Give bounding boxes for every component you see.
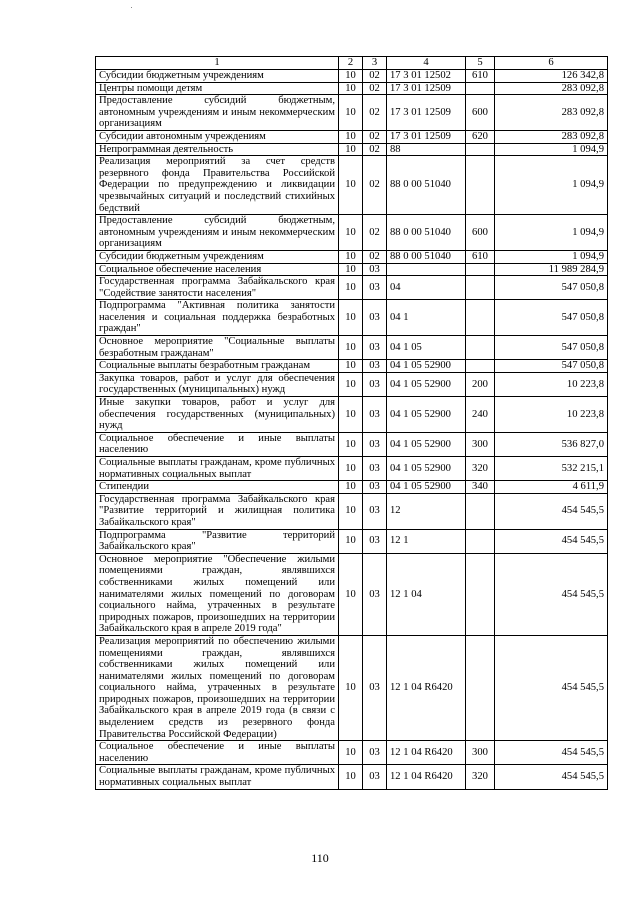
row-amount: 1 094,9 (495, 143, 608, 156)
row-target-article: 04 1 05 52900 (387, 397, 466, 433)
row-section: 10 (339, 397, 363, 433)
row-section: 10 (339, 529, 363, 553)
row-amount: 454 545,5 (495, 493, 608, 529)
row-subsection: 03 (363, 741, 387, 765)
table-row (96, 372, 608, 396)
table-row (96, 765, 608, 789)
row-name: Социальное обеспечение и иные выплаты населению (96, 432, 339, 456)
row-section: 10 (339, 765, 363, 789)
row-expense-type (466, 263, 495, 276)
row-amount: 547 050,8 (495, 276, 608, 300)
header-col-section: 2 (339, 57, 363, 70)
row-target-article: 12 1 (387, 529, 466, 553)
row-target-article: 12 1 04 R6420 (387, 741, 466, 765)
table-row (96, 82, 608, 95)
table-row (96, 481, 608, 494)
row-name: Социальные выплаты безработным гражданам (96, 360, 339, 373)
row-name: Государственная программа Забайкальского края "Содействие занятости населения" (96, 276, 339, 300)
row-target-article: 12 1 04 (387, 553, 466, 635)
scan-speck (131, 7, 132, 8)
row-expense-type: 600 (466, 215, 495, 251)
row-target-article: 04 1 (387, 300, 466, 336)
row-expense-type: 240 (466, 397, 495, 433)
row-target-article: 17 3 01 12502 (387, 70, 466, 83)
table-header-row (96, 57, 608, 70)
row-subsection: 02 (363, 82, 387, 95)
table-row (96, 529, 608, 553)
row-subsection: 02 (363, 95, 387, 131)
header-col-name: 1 (96, 57, 339, 70)
row-amount: 283 092,8 (495, 95, 608, 131)
table-row (96, 553, 608, 635)
page-number: 110 (311, 851, 329, 865)
row-name: Закупка товаров, работ и услуг для обеспечения государственных (муниципальных) нужд (96, 372, 339, 396)
table-row (96, 263, 608, 276)
row-subsection: 03 (363, 553, 387, 635)
row-expense-type: 610 (466, 250, 495, 263)
row-expense-type: 300 (466, 432, 495, 456)
row-expense-type (466, 336, 495, 360)
row-subsection: 03 (363, 372, 387, 396)
row-subsection: 03 (363, 397, 387, 433)
row-target-article: 17 3 01 12509 (387, 82, 466, 95)
row-expense-type (466, 143, 495, 156)
row-amount: 4 611,9 (495, 481, 608, 494)
row-subsection: 03 (363, 493, 387, 529)
row-name: Социальные выплаты гражданам, кроме публичных нормативных социальных выплат (96, 765, 339, 789)
row-amount: 1 094,9 (495, 215, 608, 251)
row-subsection: 03 (363, 432, 387, 456)
row-amount: 547 050,8 (495, 336, 608, 360)
row-section: 10 (339, 432, 363, 456)
row-section: 10 (339, 553, 363, 635)
row-section: 10 (339, 493, 363, 529)
row-section: 10 (339, 336, 363, 360)
row-expense-type (466, 276, 495, 300)
row-subsection: 03 (363, 360, 387, 373)
row-amount: 454 545,5 (495, 741, 608, 765)
row-subsection: 03 (363, 300, 387, 336)
row-section: 10 (339, 372, 363, 396)
table-row (96, 215, 608, 251)
row-section: 10 (339, 360, 363, 373)
row-section: 10 (339, 276, 363, 300)
table-row (96, 360, 608, 373)
table-row (96, 300, 608, 336)
row-target-article: 04 1 05 52900 (387, 360, 466, 373)
row-expense-type: 340 (466, 481, 495, 494)
row-amount: 1 094,9 (495, 250, 608, 263)
row-name: Непрограммная деятельность (96, 143, 339, 156)
row-amount: 283 092,8 (495, 130, 608, 143)
row-subsection: 03 (363, 765, 387, 789)
table-row (96, 457, 608, 481)
row-expense-type: 320 (466, 765, 495, 789)
row-section: 10 (339, 457, 363, 481)
table-body (96, 70, 608, 790)
row-name: Основное мероприятие "Обеспечение жилыми помещениями граждан, являвшихся собственниками жилых помещений или нанимателями жилых помещений по договорам социального найма, утраченных в результате природных пожаров, произошедших на территории Забайкальского края в апреле 2019 года" (96, 553, 339, 635)
row-subsection: 03 (363, 457, 387, 481)
row-subsection: 02 (363, 156, 387, 215)
row-subsection: 02 (363, 143, 387, 156)
row-amount: 126 342,8 (495, 70, 608, 83)
row-amount: 11 989 284,9 (495, 263, 608, 276)
header-col-expense-type: 5 (466, 57, 495, 70)
row-subsection: 02 (363, 215, 387, 251)
row-name: Иные закупки товаров, работ и услуг для обеспечения государственных (муниципальных) нужд (96, 397, 339, 433)
row-amount: 547 050,8 (495, 360, 608, 373)
row-name: Предоставление субсидий бюджетным, автономным учреждениям и иным некоммерческим организациям (96, 215, 339, 251)
row-amount: 10 223,8 (495, 397, 608, 433)
row-target-article (387, 263, 466, 276)
row-expense-type (466, 529, 495, 553)
row-section: 10 (339, 70, 363, 83)
row-name: Реализация мероприятий по обеспечению жилыми помещениями граждан, являвшихся собственниками жилых помещений или нанимателями жилых помещений по договорам социального найма, утраченных в результате природных пожаров, произошедших на территории Забайкальского края в апреле 2019 года (в связи с выделением средств из резервного фонда Правительства Российской Федерации) (96, 635, 339, 740)
row-amount: 283 092,8 (495, 82, 608, 95)
table-row (96, 493, 608, 529)
row-target-article: 04 1 05 52900 (387, 481, 466, 494)
row-name: Центры помощи детям (96, 82, 339, 95)
row-target-article: 04 (387, 276, 466, 300)
row-section: 10 (339, 263, 363, 276)
row-target-article: 88 0 00 51040 (387, 156, 466, 215)
row-expense-type: 320 (466, 457, 495, 481)
row-name: Социальное обеспечение населения (96, 263, 339, 276)
row-amount: 454 545,5 (495, 529, 608, 553)
row-section: 10 (339, 741, 363, 765)
budget-table (95, 56, 608, 790)
row-name: Стипендии (96, 481, 339, 494)
row-section: 10 (339, 481, 363, 494)
row-name: Социальные выплаты гражданам, кроме публичных нормативных социальных выплат (96, 457, 339, 481)
row-target-article: 88 (387, 143, 466, 156)
row-section: 10 (339, 130, 363, 143)
row-amount: 454 545,5 (495, 553, 608, 635)
row-section: 10 (339, 143, 363, 156)
row-section: 10 (339, 250, 363, 263)
row-name: Субсидии бюджетным учреждениям (96, 70, 339, 83)
table-row (96, 70, 608, 83)
row-subsection: 03 (363, 336, 387, 360)
row-subsection: 03 (363, 529, 387, 553)
row-subsection: 02 (363, 130, 387, 143)
row-name: Подпрограмма "Развитие территорий Забайкальского края" (96, 529, 339, 553)
row-target-article: 12 1 04 R6420 (387, 635, 466, 740)
row-section: 10 (339, 156, 363, 215)
row-name: Реализация мероприятий за счет средств резервного фонда Правительства Российской Федерации по предупреждению и ликвидации чрезвычайных ситуаций и последствий стихийных бедствий (96, 156, 339, 215)
row-amount: 547 050,8 (495, 300, 608, 336)
row-expense-type: 300 (466, 741, 495, 765)
row-amount: 536 827,0 (495, 432, 608, 456)
table-row (96, 130, 608, 143)
table-row (96, 741, 608, 765)
row-target-article: 04 1 05 52900 (387, 372, 466, 396)
table-row (96, 143, 608, 156)
row-expense-type: 610 (466, 70, 495, 83)
row-target-article: 17 3 01 12509 (387, 130, 466, 143)
row-subsection: 03 (363, 263, 387, 276)
row-target-article: 04 1 05 52900 (387, 457, 466, 481)
row-expense-type: 200 (466, 372, 495, 396)
table-row (96, 432, 608, 456)
row-section: 10 (339, 300, 363, 336)
row-name: Социальное обеспечение и иные выплаты населению (96, 741, 339, 765)
row-expense-type (466, 360, 495, 373)
row-expense-type: 620 (466, 130, 495, 143)
row-expense-type (466, 493, 495, 529)
row-section: 10 (339, 215, 363, 251)
table-row (96, 635, 608, 740)
header-col-amount: 6 (495, 57, 608, 70)
row-name: Субсидии автономным учреждениям (96, 130, 339, 143)
row-amount: 454 545,5 (495, 635, 608, 740)
row-expense-type (466, 635, 495, 740)
row-expense-type (466, 553, 495, 635)
row-name: Подпрограмма "Активная политика занятости населения и социальная поддержка безработных граждан" (96, 300, 339, 336)
row-target-article: 12 1 04 R6420 (387, 765, 466, 789)
row-section: 10 (339, 95, 363, 131)
table-row (96, 336, 608, 360)
row-name: Субсидии бюджетным учреждениям (96, 250, 339, 263)
row-subsection: 03 (363, 276, 387, 300)
row-target-article: 12 (387, 493, 466, 529)
header-col-subsection: 3 (363, 57, 387, 70)
table-row (96, 250, 608, 263)
row-section: 10 (339, 82, 363, 95)
row-amount: 454 545,5 (495, 765, 608, 789)
row-expense-type (466, 156, 495, 215)
table-row (96, 156, 608, 215)
header-col-target-article: 4 (387, 57, 466, 70)
row-amount: 1 094,9 (495, 156, 608, 215)
table-row (96, 95, 608, 131)
row-expense-type (466, 82, 495, 95)
row-target-article: 04 1 05 (387, 336, 466, 360)
row-name: Предоставление субсидий бюджетным, автономным учреждениям и иным некоммерческим организациям (96, 95, 339, 131)
row-name: Основное мероприятие "Социальные выплаты безработным гражданам" (96, 336, 339, 360)
row-target-article: 04 1 05 52900 (387, 432, 466, 456)
table-row (96, 276, 608, 300)
row-section: 10 (339, 635, 363, 740)
row-subsection: 02 (363, 70, 387, 83)
row-target-article: 17 3 01 12509 (387, 95, 466, 131)
row-subsection: 02 (363, 250, 387, 263)
row-target-article: 88 0 00 51040 (387, 215, 466, 251)
row-name: Государственная программа Забайкальского края "Развитие территорий и жилищная политика Забайкальского края" (96, 493, 339, 529)
row-subsection: 03 (363, 635, 387, 740)
row-target-article: 88 0 00 51040 (387, 250, 466, 263)
row-expense-type (466, 300, 495, 336)
row-amount: 532 215,1 (495, 457, 608, 481)
row-amount: 10 223,8 (495, 372, 608, 396)
table-row (96, 397, 608, 433)
row-subsection: 03 (363, 481, 387, 494)
row-expense-type: 600 (466, 95, 495, 131)
